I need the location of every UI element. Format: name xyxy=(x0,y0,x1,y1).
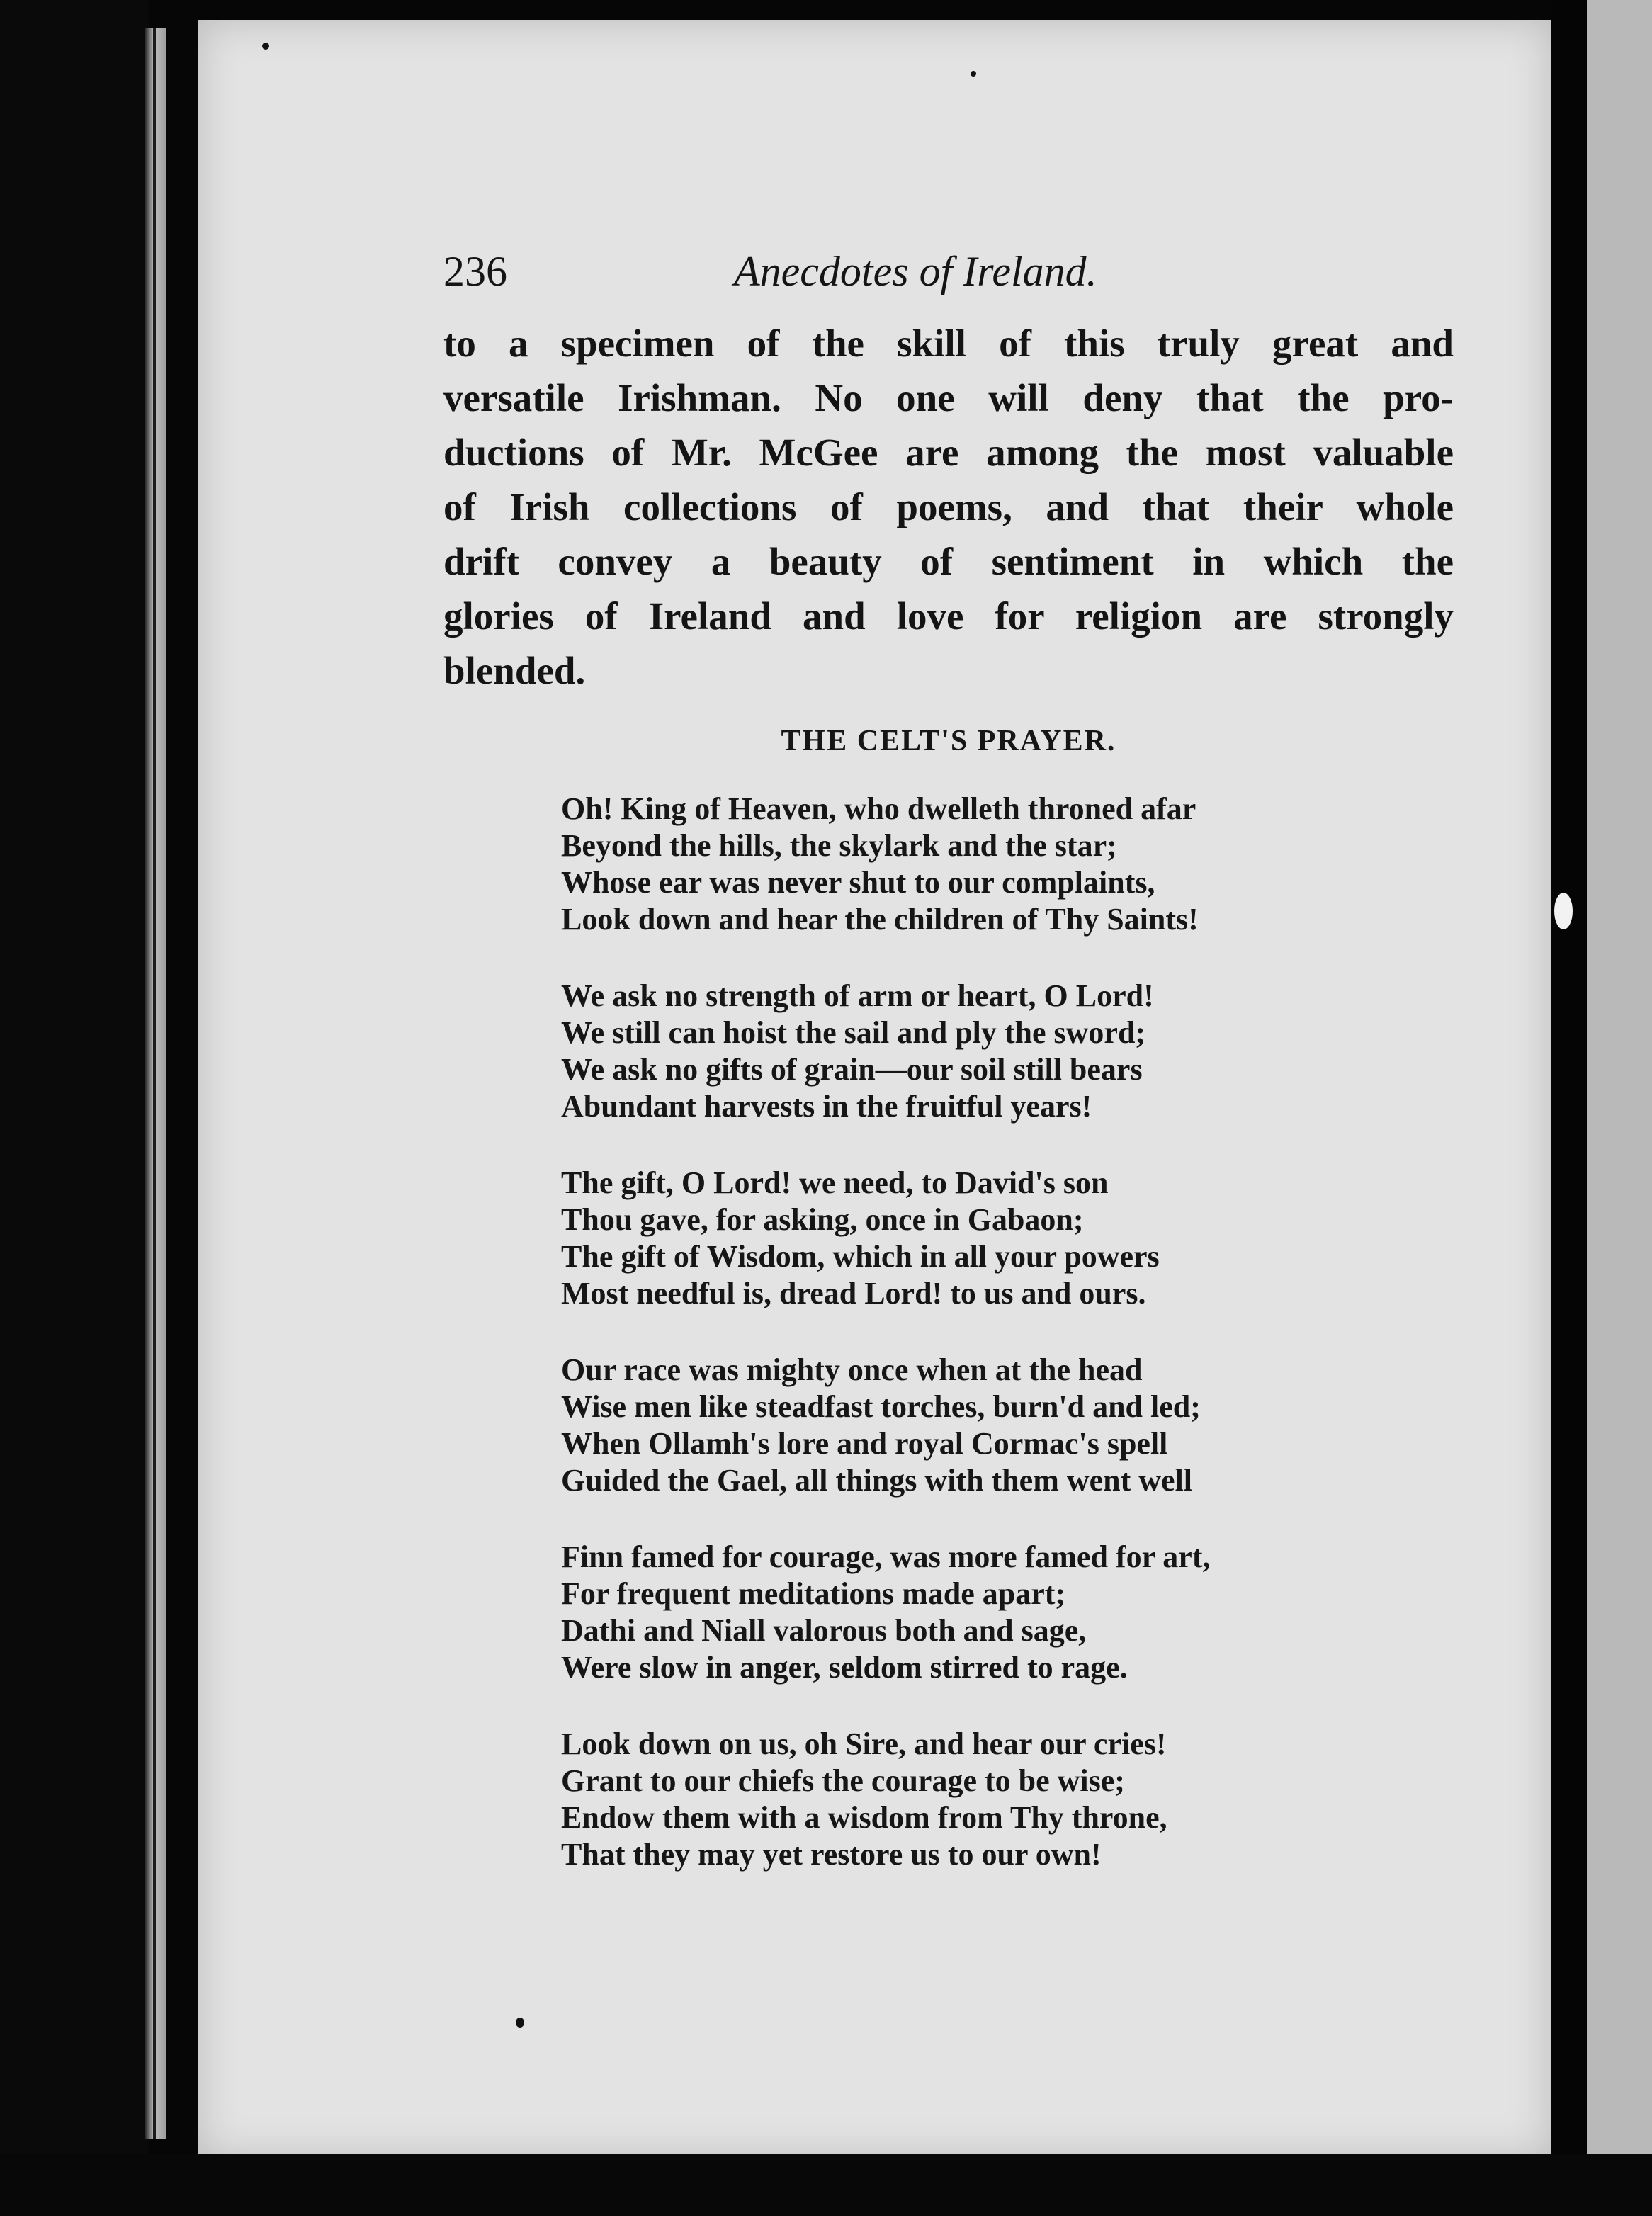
verse-line: Thou gave, for asking, once in Gabaon; xyxy=(561,1202,1084,1237)
paper-speck xyxy=(262,43,269,50)
poem-title: THE CELT'S PRAYER. xyxy=(781,725,1116,757)
verse-line: We still can hoist the sail and ply the sword; xyxy=(561,1015,1146,1050)
verse-line: Were slow in anger, seldom stirred to rage. xyxy=(561,1650,1128,1685)
paragraph-line: drift convey a beauty of sentiment in which the xyxy=(443,540,1454,583)
poem-stanza xyxy=(561,791,1397,938)
verse-line: Look down on us, oh Sire, and hear our cries! xyxy=(561,1726,1167,1761)
verse-line: Whose ear was never shut to our complaints, xyxy=(561,865,1155,900)
paper-tear xyxy=(1554,893,1573,929)
poem-stanza xyxy=(561,1165,1397,1312)
verse-line: Guided the Gael, all things with them went well xyxy=(561,1463,1193,1498)
verse-line: Endow them with a wisdom from Thy throne, xyxy=(561,1800,1167,1835)
verse-line: We ask no strength of arm or heart, O Lord! xyxy=(561,978,1154,1013)
binding-shadow xyxy=(0,0,149,2216)
verse-line: The gift of Wisdom, which in all your powers xyxy=(561,1239,1160,1274)
verse-line: Look down and hear the children of Thy Saints! xyxy=(561,902,1199,937)
binding-edge xyxy=(145,28,166,2139)
page-header xyxy=(443,239,1485,303)
verse-line: Grant to our chiefs the courage to be wise; xyxy=(561,1763,1125,1798)
paragraph-line: of Irish collections of poems, and that their whole xyxy=(443,485,1454,528)
paragraph-line: blended. xyxy=(443,649,586,692)
verse-line: Beyond the hills, the skylark and the star; xyxy=(561,828,1117,863)
verse-line: Dathi and Niall valorous both and sage, xyxy=(561,1613,1087,1648)
poem-stanza xyxy=(561,1352,1397,1499)
verse-line: For frequent meditations made apart; xyxy=(561,1576,1066,1611)
verse-line: When Ollamh's lore and royal Cormac's spell xyxy=(561,1426,1168,1461)
verse-line: That they may yet restore us to our own! xyxy=(561,1837,1102,1872)
paragraph-line: versatile Irishman. No one will deny that the pro- xyxy=(443,376,1454,419)
verse-line: Finn famed for courage, was more famed for art, xyxy=(561,1539,1211,1574)
page-number: 236 xyxy=(443,248,507,295)
verse-line: Abundant harvests in the fruitful years! xyxy=(561,1089,1092,1124)
body-paragraph xyxy=(443,316,1454,698)
verse-line: Oh! King of Heaven, who dwelleth throned afar xyxy=(561,791,1196,826)
paragraph-line: glories of Ireland and love for religion are strongly xyxy=(443,594,1454,638)
verse-line: We ask no gifts of grain—our soil still bears xyxy=(561,1052,1143,1087)
poem-stanza xyxy=(561,978,1397,1125)
poem-stanza xyxy=(561,1539,1397,1686)
poem-stanza xyxy=(561,1726,1397,1873)
paper-speck xyxy=(971,71,976,77)
verse-line: Our race was mighty once when at the head xyxy=(561,1352,1143,1387)
verse-line: Wise men like steadfast torches, burn'd and led; xyxy=(561,1389,1201,1424)
paper-speck xyxy=(516,2018,524,2028)
verse-line: The gift, O Lord! we need, to David's son xyxy=(561,1165,1109,1200)
next-page-sliver xyxy=(1587,0,1652,2216)
bottom-shadow xyxy=(0,2154,1652,2216)
paragraph-line: to a specimen of the skill of this truly great and xyxy=(443,322,1454,365)
page-gutter xyxy=(1551,0,1587,2216)
paragraph-line: ductions of Mr. McGee are among the most valuable xyxy=(443,431,1454,474)
running-title: Anecdotes of Ireland. xyxy=(734,248,1097,295)
binding-line xyxy=(153,28,156,2139)
poem xyxy=(561,791,1397,1913)
verse-line: Most needful is, dread Lord! to us and ours. xyxy=(561,1276,1146,1311)
